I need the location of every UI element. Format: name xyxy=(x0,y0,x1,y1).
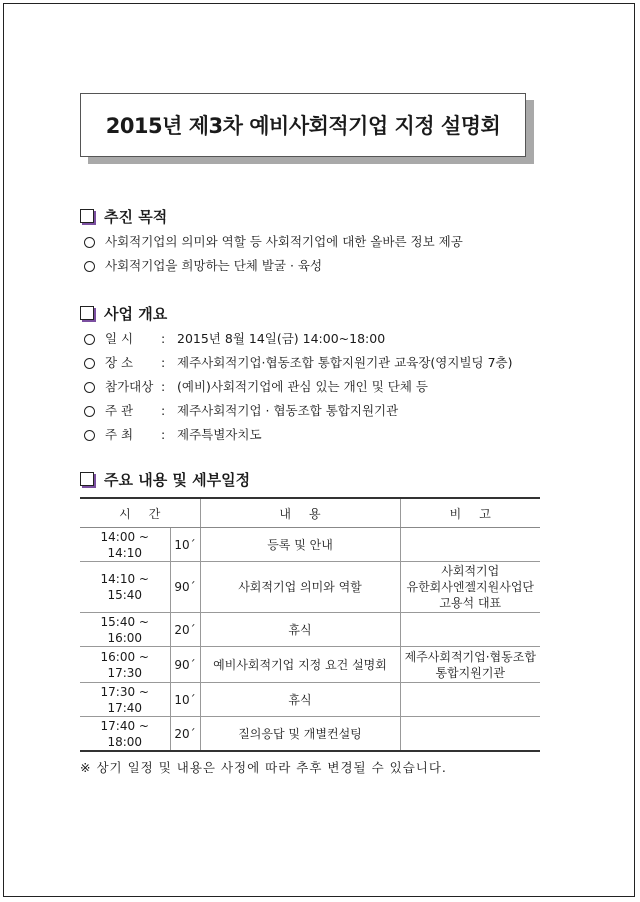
list-item xyxy=(84,254,463,278)
item-label: 장 소 xyxy=(105,355,134,370)
time-cell: 14:00 ~ 14:10 xyxy=(80,528,170,562)
duration-cell: 10´ xyxy=(170,528,200,562)
item-value: 제주특별자치도 xyxy=(177,427,262,442)
circle-bullet-icon xyxy=(84,237,95,248)
item-separator: : xyxy=(161,331,166,346)
list-item xyxy=(84,327,512,351)
document-title: 2015년 제3차 예비사회적기업 지정 설명회 xyxy=(80,93,526,157)
item-label: 주 최 xyxy=(105,427,134,442)
header-note: 비고 xyxy=(400,498,540,528)
note-line: 통합지원기관 xyxy=(435,665,506,680)
time-cell: 17:30 ~ 17:40 xyxy=(80,683,170,717)
note-cell xyxy=(400,562,540,613)
note-line: 제주사회적기업·협동조합 xyxy=(404,649,536,664)
note-line: 고용석 대표 xyxy=(439,596,502,610)
overview-list xyxy=(84,327,512,447)
circle-bullet-icon xyxy=(84,382,95,393)
circle-bullet-icon xyxy=(84,406,95,417)
note-cell xyxy=(400,613,540,647)
item-value: (예비)사회적기업에 관심 있는 개인 및 단체 등 xyxy=(177,379,428,394)
note-cell xyxy=(400,683,540,717)
note-cell xyxy=(400,717,540,752)
footnote: ※ 상기 일정 및 내용은 사정에 따라 추후 변경될 수 있습니다. xyxy=(80,760,447,775)
table-row xyxy=(80,528,540,562)
item-separator: : xyxy=(161,355,166,370)
table-row xyxy=(80,613,540,647)
duration-cell: 20´ xyxy=(170,613,200,647)
square-bullet-icon xyxy=(80,472,94,486)
table-header-row xyxy=(80,498,540,528)
section-heading-label: 사업 개요 xyxy=(104,304,168,323)
note-line: 사회적기업 xyxy=(441,564,500,578)
list-item xyxy=(84,423,512,447)
table-row xyxy=(80,683,540,717)
list-item xyxy=(84,230,463,254)
section-heading-label: 주요 내용 및 세부일정 xyxy=(104,470,251,489)
note-cell xyxy=(400,528,540,562)
note-line: 유한회사엔젤지원사업단 xyxy=(406,580,534,594)
time-cell: 16:00 ~ 17:30 xyxy=(80,647,170,683)
square-bullet-icon xyxy=(80,209,94,223)
list-item-text: 사회적기업의 의미와 역할 등 사회적기업에 대한 올바른 정보 제공 xyxy=(105,234,463,249)
content-cell: 예비사회적기업 지정 요건 설명회 xyxy=(200,647,400,683)
duration-cell: 90´ xyxy=(170,647,200,683)
note-cell xyxy=(400,647,540,683)
list-item xyxy=(84,375,512,399)
content-cell: 휴식 xyxy=(200,683,400,717)
list-item-text: 사회적기업을 희망하는 단체 발굴 · 육성 xyxy=(105,258,323,273)
content-cell: 질의응답 및 개별컨설팅 xyxy=(200,717,400,752)
list-item xyxy=(84,399,512,423)
section-heading-purpose xyxy=(80,205,167,227)
item-separator: : xyxy=(161,427,166,442)
circle-bullet-icon xyxy=(84,261,95,272)
item-separator: : xyxy=(161,403,166,418)
duration-cell: 20´ xyxy=(170,717,200,752)
schedule-table xyxy=(80,497,540,752)
item-label: 주 관 xyxy=(105,403,134,418)
circle-bullet-icon xyxy=(84,358,95,369)
section-heading-label: 추진 목적 xyxy=(104,207,168,226)
item-value: 제주사회적기업 · 협동조합 통합지원기관 xyxy=(177,403,399,418)
square-bullet-icon xyxy=(80,306,94,320)
item-label: 참가대상 xyxy=(105,379,154,394)
table-row xyxy=(80,562,540,613)
section-heading-schedule xyxy=(80,468,250,490)
circle-bullet-icon xyxy=(84,430,95,441)
content-cell: 등록 및 안내 xyxy=(200,528,400,562)
section-heading-overview xyxy=(80,302,167,324)
table-row xyxy=(80,647,540,683)
header-content: 내용 xyxy=(200,498,400,528)
content-cell: 사회적기업 의미와 역할 xyxy=(200,562,400,613)
item-value: 제주사회적기업·협동조합 통합지원기관 교육장(영지빌딩 7층) xyxy=(177,355,513,370)
circle-bullet-icon xyxy=(84,334,95,345)
purpose-list xyxy=(84,230,463,278)
header-time: 시간 xyxy=(80,498,200,528)
item-label: 일 시 xyxy=(105,331,134,346)
time-cell: 17:40 ~ 18:00 xyxy=(80,717,170,752)
time-cell: 15:40 ~ 16:00 xyxy=(80,613,170,647)
duration-cell: 10´ xyxy=(170,683,200,717)
time-cell: 14:10 ~ 15:40 xyxy=(80,562,170,613)
item-separator: : xyxy=(161,379,166,394)
content-cell: 휴식 xyxy=(200,613,400,647)
table-row xyxy=(80,717,540,752)
list-item xyxy=(84,351,512,375)
duration-cell: 90´ xyxy=(170,562,200,613)
item-value: 2015년 8월 14일(금) 14:00~18:00 xyxy=(177,331,386,346)
